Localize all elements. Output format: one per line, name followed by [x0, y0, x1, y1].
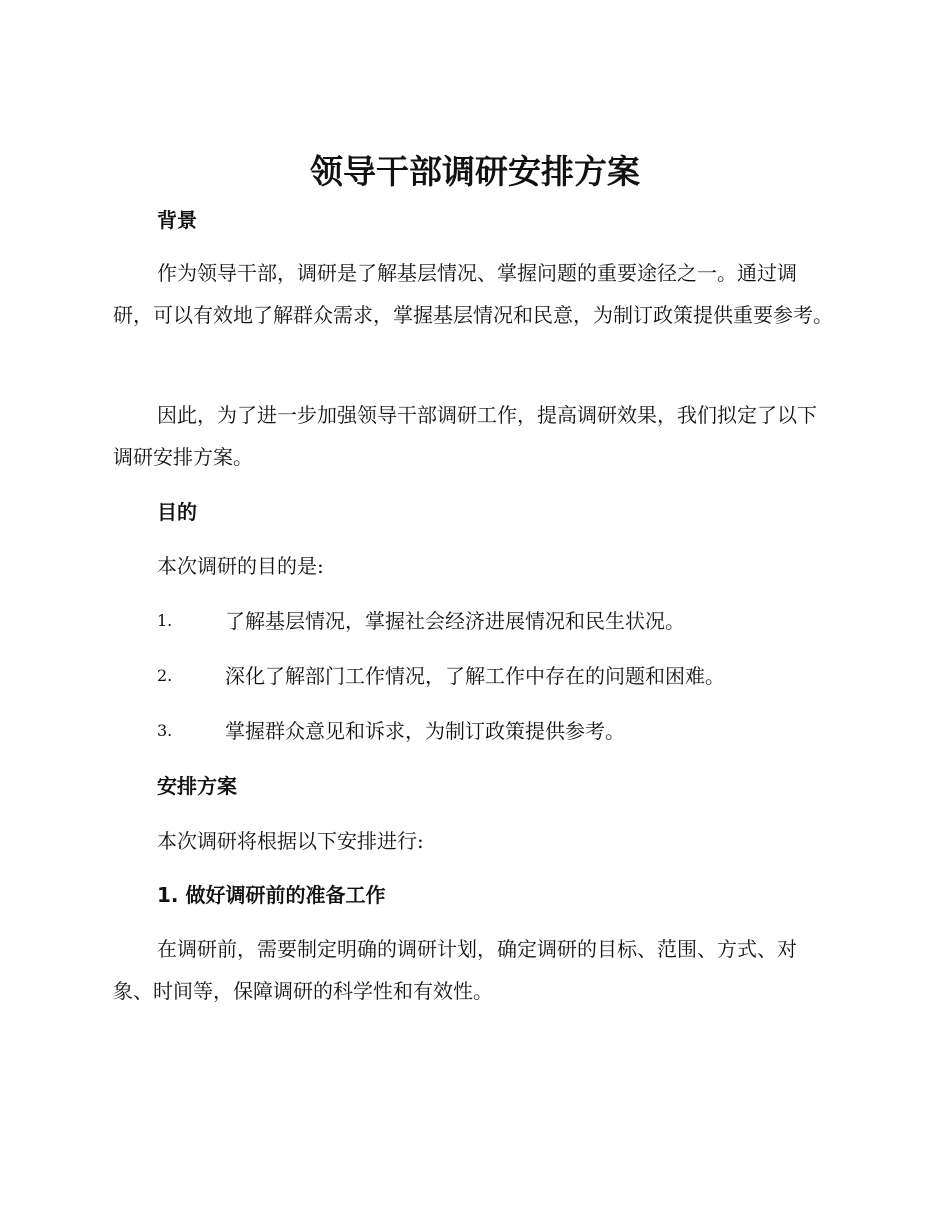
list-item-number: 3.: [157, 721, 173, 740]
list-item-number: 1.: [157, 611, 173, 630]
arrangement-paragraph: 在调研前，需要制定明确的调研计划，确定调研的目标、范围、方式、对象、时间等，保障调研的科学性和有效性。: [113, 937, 797, 1003]
section-heading-purpose: 目的: [157, 500, 197, 524]
arrangement-intro: 本次调研将根据以下安排进行:: [157, 829, 424, 853]
list-item-text: 了解基层情况，掌握社会经济进展情况和民生状况。: [225, 609, 685, 633]
document-title: 领导干部调研安排方案: [310, 152, 640, 191]
background-paragraph-2: 因此，为了进一步加强领导干部调研工作，提高调研效果，我们拟定了以下调研安排方案。: [113, 403, 817, 469]
section-heading-background: 背景: [157, 208, 197, 232]
background-paragraph-1: 作为领导干部，调研是了解基层情况、掌握问题的重要途径之一。通过调研，可以有效地了解群众需求，掌握基层情况和民意，为制订政策提供重要参考。: [113, 261, 833, 327]
purpose-intro: 本次调研的目的是:: [157, 554, 324, 578]
list-item-number: 2.: [157, 666, 173, 685]
list-item-text: 深化了解部门工作情况，了解工作中存在的问题和困难。: [225, 664, 725, 688]
section-heading-arrangement: 安排方案: [157, 774, 237, 798]
list-item-text: 掌握群众意见和诉求，为制订政策提供参考。: [225, 719, 625, 743]
arrangement-subheading: 1. 做好调研前的准备工作: [157, 883, 386, 907]
